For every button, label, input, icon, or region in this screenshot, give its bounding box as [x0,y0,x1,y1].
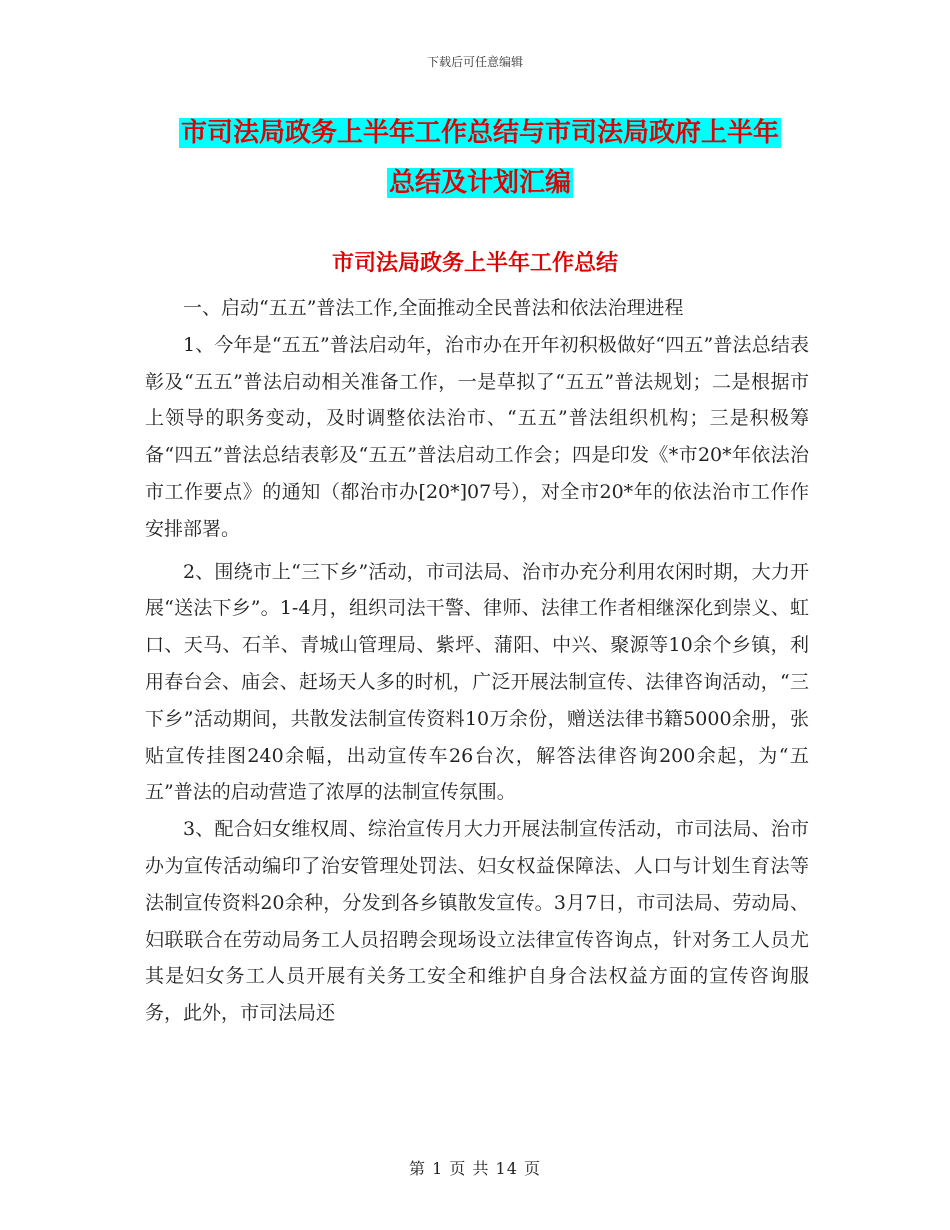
page-number: 第 1 页 共 14 页 [409,1159,541,1178]
paragraph-2: 2、围绕市上“三下乡”活动，市司法局、治市办充分利用农闲时期，大力开展“送法下乡”。1-4月，组织司法干警、律师、法律工作者相继深化到崇义、虹口、天马、石羊、青城山管理局、紫坪、蒲阳、中兴、聚源等10余个乡镇，利用春台会、庙会、赶场天人多的时机，广泛开展法制宣传、法律咨询活动，“三下乡”活动期间，共散发法制宣传资料10万余份，赠送法律书籍5000余册，张贴宣传挂图240余幅，出动宣传车26台次，解答法律咨询200余起，为“五五”普法的启动营造了浓厚的法制宣传氛围。 [145,560,809,804]
section-title: 市司法局政务上半年工作总结 [331,250,618,276]
paragraph-3: 3、配合妇女维权周、综治宣传月大力开展法制宣传活动，市司法局、治市办为宣传活动编印了治安管理处罚法、妇女权益保障法、人口与计划生育法等法制宣传资料20余种，分发到各乡镇散发宣传。3月7日，市司法局、劳动局、妇联联合在劳动局务工人员招聘会现场设立法律宣传咨询点，针对务工人员尤其是妇女务工人员开展有关务工安全和维护自身合法权益方面的宣传咨询服务，此外，市司法局还 [145,818,809,1025]
paragraph-heading: 一、启动“五五”普法工作,全面推动全民普法和依法治理进程 [183,297,684,319]
title-line-1: 市司法局政务上半年工作总结与市司法局政府上半年 [180,118,779,148]
body-text [145,290,809,1032]
title-line-2: 总结及计划汇编 [388,168,571,198]
paragraph-1: 1、今年是“五五”普法启动年，治市办在开年初积极做好“四五”普法总结表彰及“五五”普法启动相关准备工作，一是草拟了“五五”普法规划；二是根据市上领导的职务变动，及时调整依法治市、“五五”普法组织机构；三是积极筹备“四五”普法总结表彰及“五五”普法启动工作会；四是印发《*市20*年依法治市工作要点》的通知（都治市办[20*]07号），对全市20*年的依法治市工作作安排部署。 [145,333,809,540]
document-title [140,108,820,208]
page-header: 下载后可任意编辑 [426,55,523,69]
